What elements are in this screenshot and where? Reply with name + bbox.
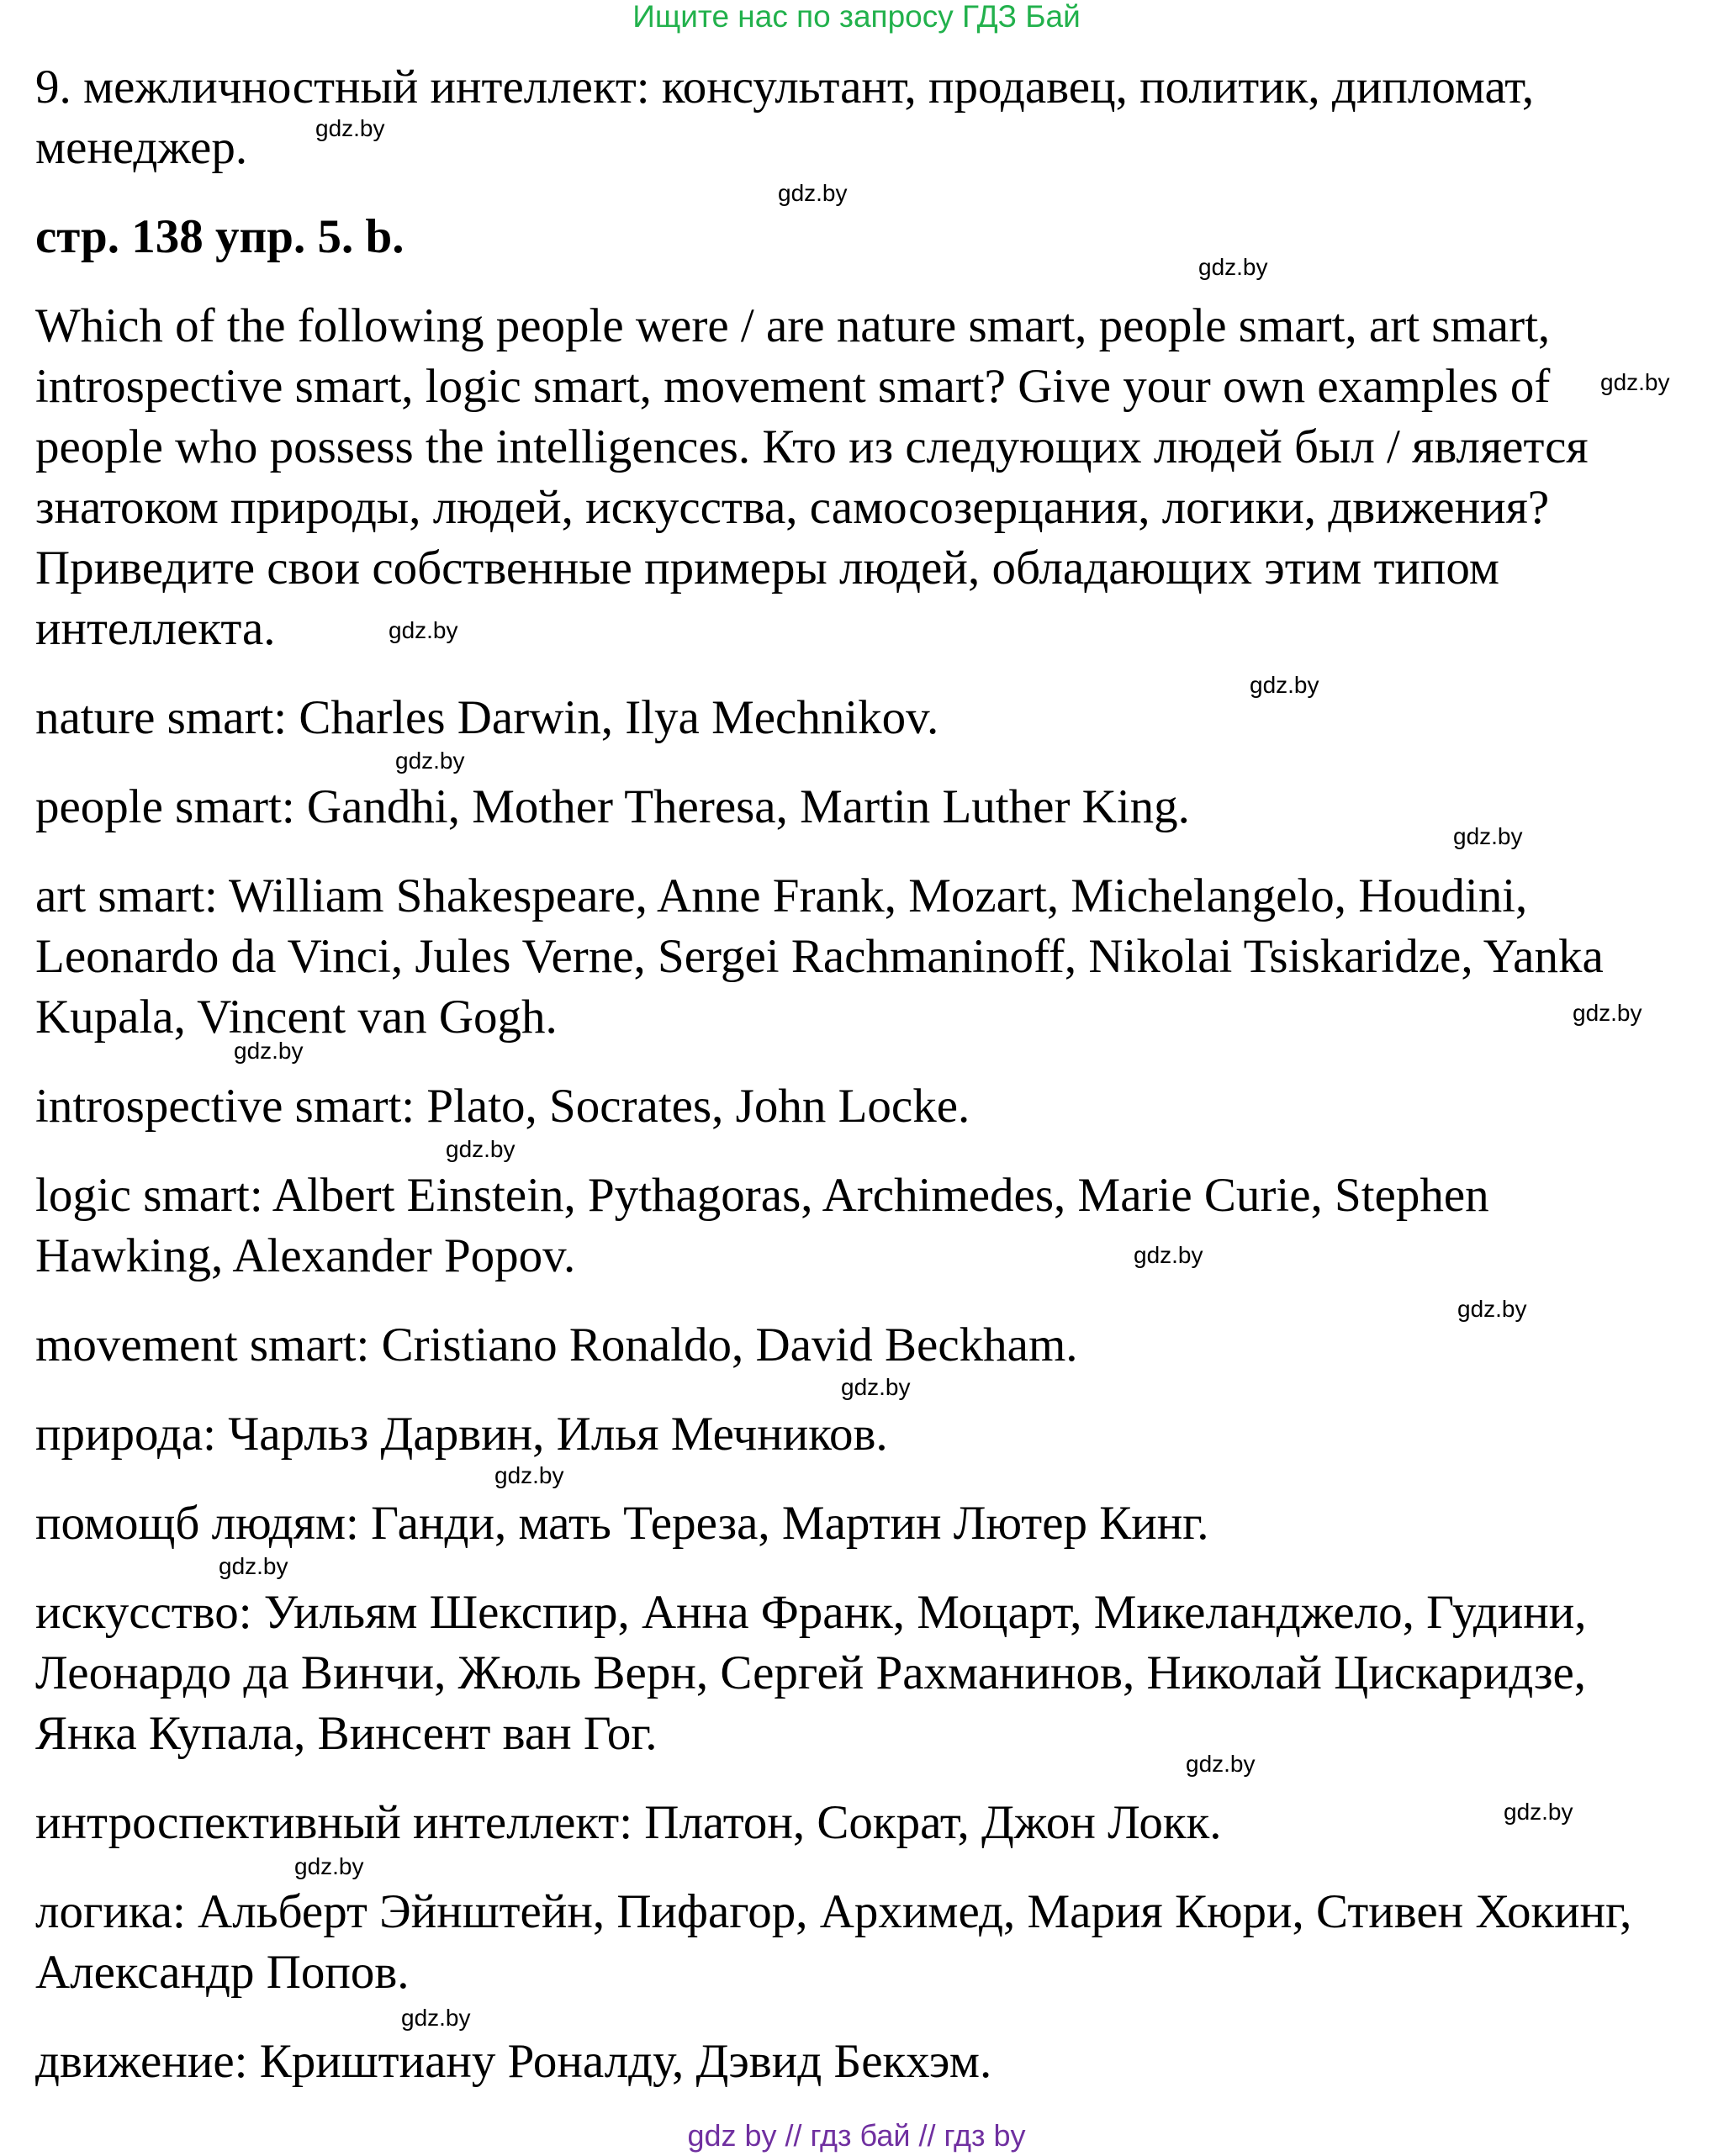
- watermark: gdz.by: [294, 1853, 364, 1879]
- watermark: gdz.by: [1250, 672, 1319, 698]
- search-banner[interactable]: Ищите нас по запросу ГДЗ Бай: [632, 0, 1081, 34]
- watermark: gdz.by: [1198, 254, 1268, 280]
- answer-en-art: art smart: William Shakespeare, Anne Frank, Mozart, Michelangelo, Houdini, Leonardo da Vinci, Jules Verne, Sergei Rachmaninoff, Nikolai Tsiskaridze, Yanka Kupala, Vincent van Gogh.: [35, 869, 1604, 1044]
- answer-ru-movement: движение: Криштиану Роналду, Дэвид Бекхэм.: [35, 2035, 992, 2088]
- task-text: Which of the following people were / are nature smart, people smart, art smart, introspective smart, logic smart, movement smart? Give your own examples of people who possess the intelligences. Кто из следующих людей был / является знатоком природы, людей, искусства, самосозерцания, логики, движения? Приведите свои собственные примеры людей, обладающих этим типом интеллекта.: [35, 299, 1589, 655]
- answer-en-nature: nature smart: Charles Darwin, Ilya Mechnikov.: [35, 691, 939, 744]
- watermark: gdz.by: [1457, 1296, 1527, 1322]
- answer-ru-introspective: интроспективный интеллект: Платон, Сократ, Джон Локк.: [35, 1796, 1222, 1849]
- answer-ru-logic: логика: Альберт Эйнштейн, Пифагор, Архимед, Мария Кюри, Стивен Хокинг, Александр Попов.: [35, 1885, 1632, 1999]
- watermark: gdz.by: [841, 1374, 911, 1400]
- watermark: gdz.by: [494, 1462, 564, 1488]
- watermark: gdz.by: [389, 617, 458, 643]
- watermark: gdz.by: [401, 2005, 471, 2031]
- document-body: [35, 57, 1684, 2121]
- watermark: gdz.by: [1573, 1000, 1642, 1026]
- answer-ru-nature: природа: Чарльз Дарвин, Илья Мечников.: [35, 1408, 888, 1461]
- item-9-text: 9. межличностный интеллект: консультант, продавец, политик, дипломат, менеджер.: [35, 61, 1535, 174]
- watermark: gdz.by: [315, 115, 385, 141]
- watermark: gdz.by: [778, 180, 848, 206]
- answer-ru-people: помощб людям: Ганди, мать Тереза, Мартин Лютер Кинг.: [35, 1497, 1209, 1550]
- watermark: gdz.by: [1186, 1751, 1256, 1777]
- answer-ru-art: искусство: Уильям Шекспир, Анна Франк, Моцарт, Микеланджело, Гудини, Леонардо да Винчи, Жюль Верн, Сергей Рахманинов, Николай Цискаридзе, Янка Купала, Винсент ван Гог.: [35, 1586, 1587, 1760]
- watermark: gdz.by: [1600, 369, 1670, 395]
- answer-en-people: people smart: Gandhi, Mother Theresa, Martin Luther King.: [35, 780, 1190, 833]
- answer-en-introspective: introspective smart: Plato, Socrates, John Locke.: [35, 1080, 970, 1133]
- watermark: gdz.by: [446, 1136, 515, 1162]
- answer-en-movement: movement smart: Cristiano Ronaldo, David Beckham.: [35, 1318, 1078, 1371]
- watermark: gdz.by: [234, 1038, 304, 1064]
- footer-links[interactable]: gdz by // гдз бай // гдз by: [687, 2118, 1026, 2153]
- watermark: gdz.by: [395, 748, 465, 774]
- exercise-heading: стр. 138 упр. 5. b.: [35, 210, 404, 263]
- watermark: gdz.by: [219, 1553, 288, 1579]
- watermark: gdz.by: [1504, 1799, 1573, 1825]
- watermark: gdz.by: [1134, 1242, 1203, 1268]
- watermark: gdz.by: [1453, 823, 1523, 849]
- answer-en-logic: logic smart: Albert Einstein, Pythagoras, Archimedes, Marie Curie, Stephen Hawking, Alexander Popov.: [35, 1169, 1489, 1282]
